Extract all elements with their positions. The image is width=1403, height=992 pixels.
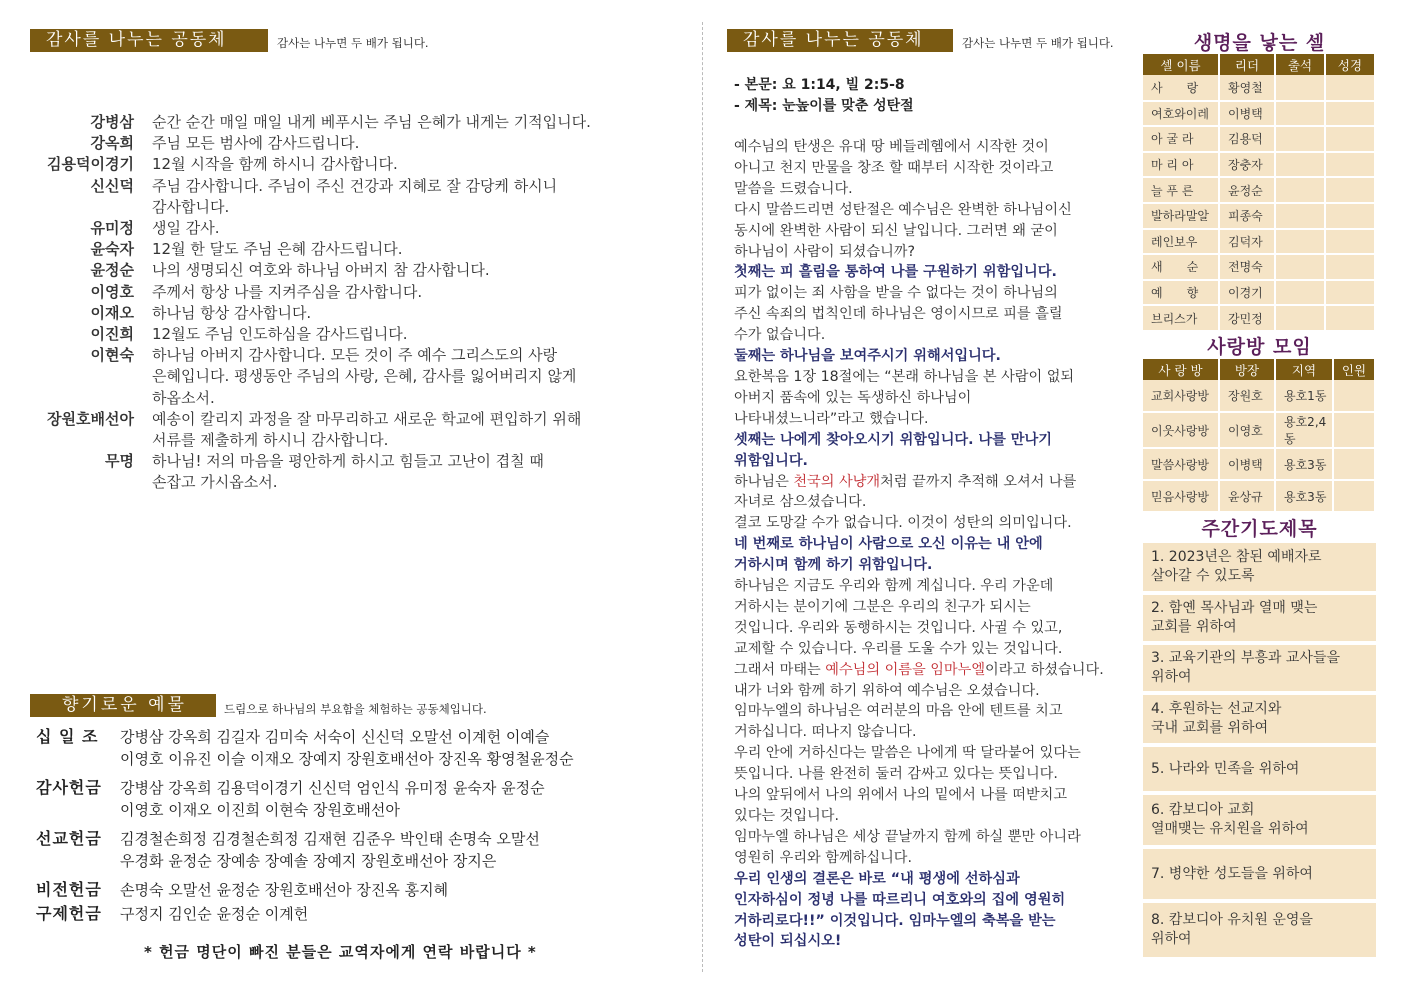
prayer-list <box>1143 543 1376 961</box>
thanks-row <box>30 133 680 154</box>
cell-attendance <box>1275 229 1325 255</box>
room-count <box>1333 480 1375 512</box>
prayer-item <box>1143 543 1376 591</box>
prayer-item <box>1143 903 1376 957</box>
cell-leader: 강민정 <box>1219 305 1275 331</box>
cell-bible <box>1325 177 1375 203</box>
cell-leader: 전명숙 <box>1219 254 1275 280</box>
room-count <box>1333 448 1375 480</box>
thanks-row <box>30 324 680 345</box>
thanks-text: 주님 감사합니다. 주님이 주신 건강과 지혜로 잘 감당케 하시니 감사합니다. <box>152 176 558 216</box>
room-title: 사랑방 모임 <box>1207 336 1312 358</box>
cell-attendance <box>1275 75 1325 101</box>
thanks-name: 장원호배선아 <box>47 409 134 428</box>
offering-names: 김경철손희정 김경철손희정 김재현 김준우 박인태 손명숙 오말선 우경화 윤정순 장예송 장예솔 장예지 장원호배선아 장지은 <box>120 830 540 870</box>
sermon-title: - 제목: 눈높이를 맞춘 성탄절 <box>734 98 914 114</box>
cell-leader: 피종숙 <box>1219 203 1275 229</box>
thanks-text: 12월도 주님 인도하심을 감사드립니다. <box>152 325 408 344</box>
thanks-name: 윤정순 <box>90 261 134 280</box>
thanks-text: 하나님 항상 감사합니다. <box>152 303 312 322</box>
table-row <box>1143 280 1375 306</box>
sermon-highlight: 천국의 사냥개 <box>793 473 881 490</box>
thanks-name: 강옥희 <box>90 134 134 153</box>
cell-leader: 이경기 <box>1219 280 1275 306</box>
thanks-text: 12월 시작을 함께 하시니 감사합니다. <box>152 155 398 174</box>
cell-table <box>1143 54 1376 332</box>
prayer-item <box>1143 595 1376 641</box>
sermon-header: 감사를 나누는 공동체 <box>727 29 953 52</box>
room-table <box>1143 359 1376 513</box>
offering-list <box>36 726 676 932</box>
table-row <box>1143 480 1375 512</box>
prayer-title: 주간기도제목 <box>1201 518 1318 540</box>
cell-name: 브리스가 <box>1143 305 1219 331</box>
sermon-body <box>734 137 1134 952</box>
sermon-point-3: 셋째는 나에게 찾아오시기 위함입니다. 나를 만나기 위함입니다. <box>734 431 1052 469</box>
prayer-text: 7. 병약한 성도들을 위하여 <box>1151 865 1313 882</box>
thanks-row <box>30 112 680 133</box>
thanks-name: 윤숙자 <box>90 240 134 259</box>
offering-row <box>36 726 676 770</box>
cell-bible <box>1325 229 1375 255</box>
prayer-item <box>1143 695 1376 743</box>
room-name: 이웃사랑방 <box>1143 412 1219 448</box>
table-row <box>1143 448 1375 480</box>
thanks-row <box>30 282 680 303</box>
room-count <box>1333 380 1375 412</box>
sermon-header-subtitle: 감사는 나누면 두 배가 됩니다. <box>962 36 1114 50</box>
cell-table-header: 성경 <box>1325 54 1375 75</box>
thanks-name: 이영호 <box>90 282 134 301</box>
cell-name: 예 향 <box>1143 280 1219 306</box>
table-row <box>1143 101 1375 127</box>
cell-attendance <box>1275 203 1325 229</box>
prayer-text: 4. 후원하는 선교지와 국내 교회를 위하여 <box>1151 701 1282 736</box>
cell-bible <box>1325 254 1375 280</box>
thanks-row <box>30 154 680 175</box>
thanks-row <box>30 451 680 493</box>
room-table-header: 방장 <box>1219 359 1275 380</box>
thanks-header: 감사를 나누는 공동체 <box>30 29 268 52</box>
thanks-name: 신신덕 <box>90 176 134 195</box>
offering-label: 십 일 조 <box>36 727 99 746</box>
offering-row <box>36 828 676 872</box>
thanks-text: 하나님! 저의 마음을 평안하게 하시고 힘들고 고난이 겹칠 때 손잡고 가시옵소서. <box>152 452 544 492</box>
offering-names: 강병삼 강옥희 김용덕이경기 신신덕 엄인식 유미정 윤숙자 윤정순 이영호 이재오 이진희 이현숙 장원호배선아 <box>120 779 545 819</box>
cell-leader: 김용덕 <box>1219 126 1275 152</box>
cell-table-header: 리더 <box>1219 54 1275 75</box>
prayer-text: 1. 2023년은 참된 예배자로 살아갈 수 있도록 <box>1151 549 1322 584</box>
sermon-point-2: 둘째는 하나님을 보여주시기 위해서입니다. <box>734 348 1001 365</box>
sermon-paragraph <box>734 576 1134 869</box>
offering-note: * 헌금 명단이 빠진 분들은 교역자에게 연락 바랍니다 * <box>144 943 537 961</box>
thanks-row <box>30 345 680 409</box>
thanks-row <box>30 409 680 451</box>
thanks-text: 생일 감사. <box>152 219 220 238</box>
room-name: 교회사랑방 <box>1143 380 1219 412</box>
room-table-header: 사 랑 방 <box>1143 359 1219 380</box>
room-name: 말씀사랑방 <box>1143 448 1219 480</box>
table-row <box>1143 229 1375 255</box>
thanks-row <box>30 303 680 324</box>
sermon-scripture: - 본문: 요 1:14, 빌 2:5-8 <box>734 77 905 93</box>
cell-bible <box>1325 101 1375 127</box>
cell-name: 사 랑 <box>1143 75 1219 101</box>
offering-names: 손명숙 오말선 윤정순 장원호배선아 장진옥 홍지혜 <box>120 881 449 899</box>
cell-name: 새 순 <box>1143 254 1219 280</box>
cell-name: 발하라말알 <box>1143 203 1219 229</box>
table-row <box>1143 126 1375 152</box>
cell-leader: 이병택 <box>1219 101 1275 127</box>
prayer-text: 3. 교육기관의 부흥과 교사들을 위하여 <box>1151 650 1340 685</box>
prayer-item <box>1143 747 1376 791</box>
table-row <box>1143 75 1375 101</box>
thanks-name: 이재오 <box>90 303 134 322</box>
offering-header: 향기로운 예물 <box>30 694 216 717</box>
table-row <box>1143 254 1375 280</box>
sermon-text: 하나님은 지금도 우리와 함께 계십니다. 우리 가운데 거하시는 분이기에 그분은 우리의 친구가 되시는 것입니다. 우리와 동행하시는 것입니다. 사귈 수 있고, 교제할 수 있습니다. 우리를 도울 수가 있는 것입니다. 그래서 마태는 <box>734 578 1063 678</box>
offering-label: 구제헌금 <box>36 904 102 923</box>
thanks-list <box>30 112 680 494</box>
cell-bible <box>1325 305 1375 331</box>
cell-name: 아 굴 라 <box>1143 126 1219 152</box>
thanks-row <box>30 218 680 239</box>
thanks-text: 12월 한 달도 주님 은혜 감사드립니다. <box>152 240 403 259</box>
prayer-text: 2. 함옌 목사님과 열매 맺는 교회를 위하여 <box>1151 600 1318 635</box>
room-head: 윤상규 <box>1219 480 1275 512</box>
cell-attendance <box>1275 177 1325 203</box>
table-row <box>1143 412 1375 448</box>
page-divider <box>702 22 703 972</box>
cell-bible <box>1325 203 1375 229</box>
offering-row <box>36 777 676 821</box>
cell-bible <box>1325 280 1375 306</box>
sermon-point-1: 첫째는 피 흘림을 통하여 나를 구원하기 위함입니다. <box>734 264 1057 281</box>
thanks-subtitle: 감사는 나누면 두 배가 됩니다. <box>277 36 429 50</box>
sermon-paragraph: 요한복음 1장 18절에는 “본래 하나님을 본 사람이 없되 아버지 품속에 있는 독생하신 하나님이 나타내셨느니라”라고 했습니다. <box>734 368 1075 427</box>
sermon-highlight: 예수님의 이름을 임마누엘 <box>825 661 986 678</box>
room-name: 믿음사랑방 <box>1143 480 1219 512</box>
table-row <box>1143 380 1375 412</box>
room-table-header: 지역 <box>1275 359 1333 380</box>
offering-label: 감사헌금 <box>36 778 102 797</box>
cell-title: 생명을 낳는 셀 <box>1193 32 1326 54</box>
room-head: 이영호 <box>1219 412 1275 448</box>
cell-bible <box>1325 75 1375 101</box>
cell-leader: 황영철 <box>1219 75 1275 101</box>
table-row <box>1143 177 1375 203</box>
cell-attendance <box>1275 280 1325 306</box>
thanks-name: 이현숙 <box>90 346 134 365</box>
offering-subtitle: 드림으로 하나님의 부요함을 체험하는 공동체입니다. <box>224 702 487 716</box>
cell-table-header: 셀 이름 <box>1143 54 1219 75</box>
table-row <box>1143 203 1375 229</box>
sermon-text: 이라고 하셨습니다. 내가 너와 함께 하기 위하여 예수님은 오셨습니다. 임마누엘의 하나님은 여러분의 마음 안에 텐트를 치고 거하십니다. 떠나지 않습니다. 우리 안에 거하신다는 말씀은 나에게 딱 달라붙어 있다는 뜻입니다. 나를 완전히 둘러 감싸고 있다는 뜻입니다. 나의 앞뒤에서 나의 위에서 나의 밑에서 나를 떠받치고 있다는 것입니다. 임마누엘 하나님은 세상 끝날까지 함께 하실 뿐만 아니라 영원히 우리와 함께하십니다. <box>734 661 1104 866</box>
cell-leader: 김덕자 <box>1219 229 1275 255</box>
thanks-text: 하나님 아버지 감사합니다. 모든 것이 주 예수 그리스도의 사랑 은혜입니다. 평생동안 주님의 사랑, 은혜, 감사를 잃어버리지 않게 하옵소서. <box>152 346 577 407</box>
offering-names: 구정지 김인순 윤정순 이계헌 <box>120 905 309 923</box>
cell-table-header: 출석 <box>1275 54 1325 75</box>
thanks-row <box>30 260 680 281</box>
thanks-name: 이진희 <box>90 325 134 344</box>
cell-attendance <box>1275 254 1325 280</box>
cell-leader: 장충자 <box>1219 152 1275 178</box>
offering-label: 선교헌금 <box>36 829 102 848</box>
cell-name: 마 리 아 <box>1143 152 1219 178</box>
cell-attendance <box>1275 152 1325 178</box>
prayer-text: 5. 나라와 민족을 위하여 <box>1151 760 1300 777</box>
table-row <box>1143 152 1375 178</box>
thanks-name: 유미정 <box>90 219 134 238</box>
room-head: 이병택 <box>1219 448 1275 480</box>
thanks-text: 예송이 칼리지 과정을 잘 마무리하고 새로운 학교에 편입하기 위해 서류를 제출하게 하시니 감사합니다. <box>152 409 582 450</box>
thanks-row <box>30 239 680 260</box>
room-area: 용호1동 <box>1275 380 1333 412</box>
prayer-text: 6. 캄보디아 교회 열매맺는 유치원을 위하여 <box>1151 802 1309 837</box>
room-area: 용호2,4동 <box>1275 412 1333 448</box>
sermon-text: 처럼 끝까지 추적해 오셔서 나를 자녀로 삼으셨습니다. 결코 도망갈 수가 없습니다. 이것이 성탄의 의미입니다. <box>734 473 1077 532</box>
cell-attendance <box>1275 305 1325 331</box>
sermon-text: 하나님은 <box>734 473 794 490</box>
cell-attendance <box>1275 101 1325 127</box>
cell-name: 여호와이레 <box>1143 101 1219 127</box>
sermon-point-4: 네 번째로 하나님이 사람으로 오신 이유는 내 안에 거하시며 함께 하기 위함입니다. <box>734 536 1043 574</box>
table-row <box>1143 305 1375 331</box>
prayer-item <box>1143 645 1376 691</box>
offering-row <box>36 879 676 901</box>
thanks-name: 김용덕이경기 <box>47 155 134 174</box>
cell-attendance <box>1275 126 1325 152</box>
thanks-name: 무명 <box>105 452 134 471</box>
sermon-conclusion: 우리 인생의 결론은 바로 “내 평생에 선하심과 인자하심이 정녕 나를 따르리니 여호와의 집에 영원히 거하리로다!!” 이것입니다. 임마누엘의 축복을 받는 성탄이 되십시오! <box>734 870 1066 950</box>
thanks-text: 주님 모든 범사에 감사드립니다. <box>152 134 360 153</box>
cell-leader: 윤정순 <box>1219 177 1275 203</box>
cell-bible <box>1325 126 1375 152</box>
cell-name: 레인보우 <box>1143 229 1219 255</box>
cell-bible <box>1325 152 1375 178</box>
sermon-paragraph: 예수님의 탄생은 유대 땅 베들레헴에서 시작한 것이 아니고 천지 만물을 창조 할 때부터 시작한 것이라고 말씀을 드렸습니다. 다시 말씀드리면 성탄절은 예수님은 완벽한 하나님이신 동시에 완벽한 사람이 되신 날입니다. 그러면 왜 굳이 하나님이 사람이 되셨습니까? <box>734 139 1072 260</box>
room-area: 용호3동 <box>1275 480 1333 512</box>
sermon-paragraph: 피가 없이는 죄 사함을 받을 수 없다는 것이 하나님의 주신 속죄의 법칙인데 하나님은 영이시므로 피를 흘릴 수가 없습니다. <box>734 285 1063 344</box>
offering-label: 비전헌금 <box>36 880 102 899</box>
thanks-text: 나의 생명되신 여호와 하나님 아버지 참 감사합니다. <box>152 261 490 280</box>
prayer-item <box>1143 795 1376 845</box>
room-head: 장원호 <box>1219 380 1275 412</box>
offering-row <box>36 903 676 925</box>
thanks-name: 강병삼 <box>90 113 134 131</box>
sermon-paragraph <box>734 472 1134 535</box>
thanks-text: 순간 순간 매일 매일 내게 베푸시는 주님 은혜가 내게는 기적입니다. <box>152 113 591 131</box>
room-table-header: 인원 <box>1333 359 1375 380</box>
prayer-item <box>1143 849 1376 899</box>
thanks-row <box>30 176 680 218</box>
offering-names: 강병삼 강옥희 김길자 김미숙 서숙이 신신덕 오말선 이계헌 이예슬 이영호 이유진 이슬 이재오 장예지 장원호배선아 장진옥 황영철윤정순 <box>120 728 574 768</box>
room-count <box>1333 412 1375 448</box>
thanks-text: 주께서 항상 나를 지켜주심을 감사합니다. <box>152 282 423 301</box>
room-area: 용호3동 <box>1275 448 1333 480</box>
sermon-meta <box>734 75 914 117</box>
prayer-text: 8. 캄보디아 유치원 운영을 위하여 <box>1151 912 1313 947</box>
cell-name: 늘 푸 른 <box>1143 177 1219 203</box>
